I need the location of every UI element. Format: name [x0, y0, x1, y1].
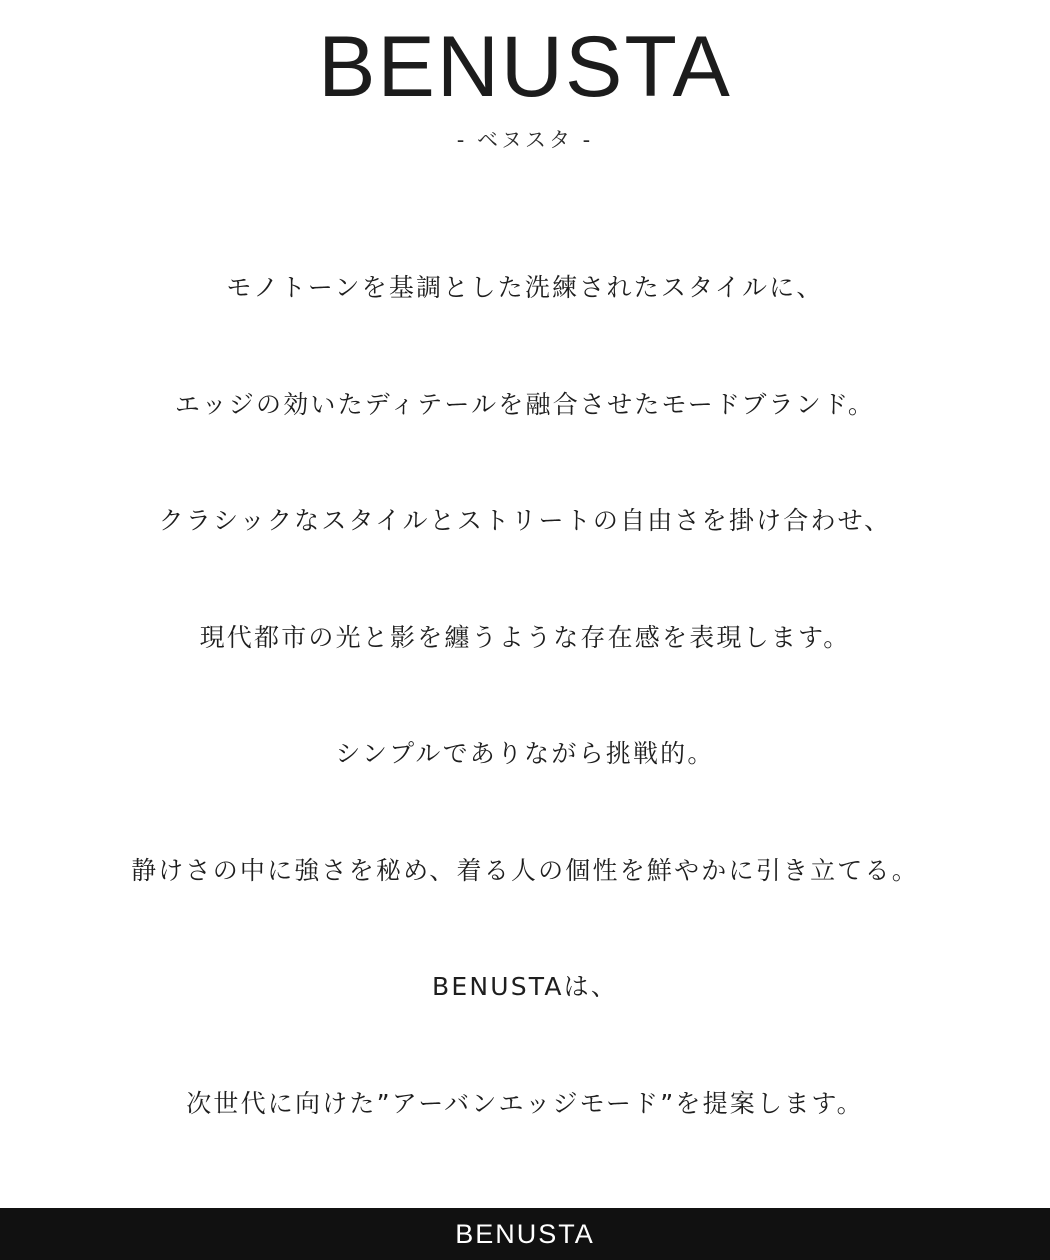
- brand-subtitle: - ベヌスタ -: [456, 128, 594, 153]
- brand-header: [0, 0, 1050, 154]
- footer-bar: [0, 1208, 1050, 1260]
- concept-line: 静けさの中に強さを秘め、着る人の個性を鮮やかに引き立てる。: [131, 855, 919, 885]
- concept-line: 現代都市の光と影を纏うような存在感を表現します。: [199, 622, 851, 652]
- concept-line: エッジの効いたディテールを融合させたモードブランド。: [174, 389, 876, 419]
- concept-line: シンプルでありながら挑戦的。: [335, 739, 715, 769]
- concept-line: 次世代に向けた”アーバンエッジモード”を提案します。: [186, 1088, 864, 1118]
- concept-line: BENUSTAは、: [431, 972, 619, 1002]
- page-title: BENUSTA: [318, 19, 732, 115]
- concept-text-block: [0, 154, 1050, 1260]
- concept-line: クラシックなスタイルとストリートの自由さを掛け合わせ、: [158, 506, 892, 536]
- footer-logo: BENUSTA: [455, 1218, 595, 1249]
- concept-line: モノトーンを基調とした洗練されたスタイルに、: [226, 273, 824, 303]
